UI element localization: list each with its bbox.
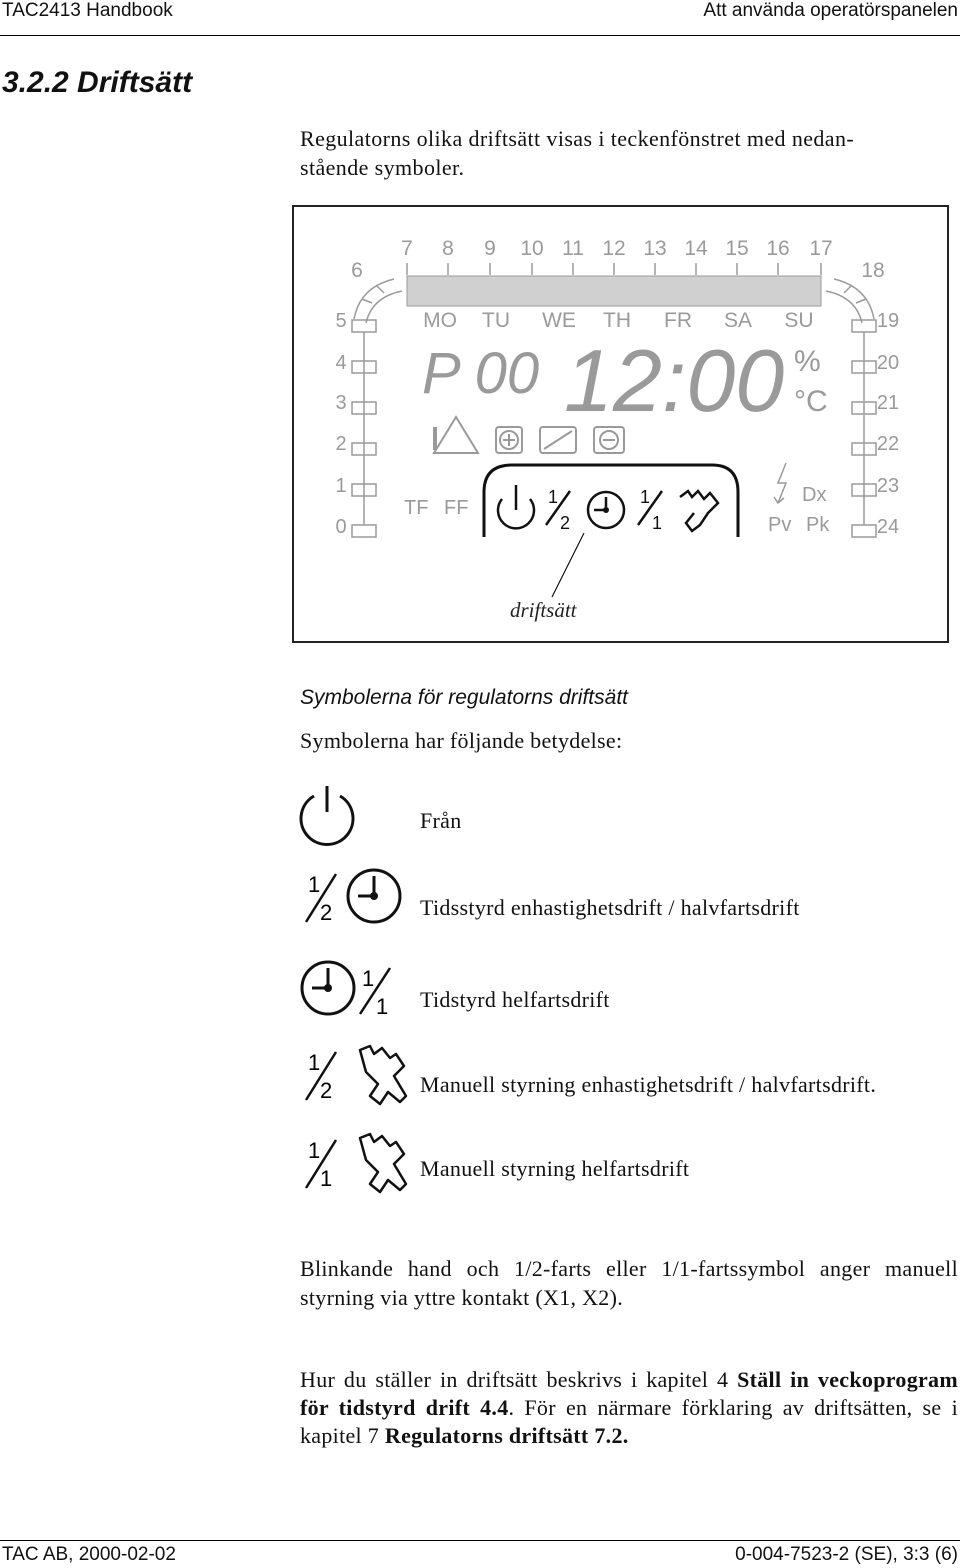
clock-icon xyxy=(302,962,354,1014)
day-label: SA xyxy=(723,309,753,332)
para2-ref-1: Ställ in veckoprogram för tidstyrd drift 4.4 xyxy=(300,1367,958,1420)
time-bar xyxy=(407,276,821,306)
scale-label: 22 xyxy=(876,433,900,455)
full-speed-icon xyxy=(360,966,390,1019)
hour-label: 7 xyxy=(401,237,413,260)
figure-caption: Symbolerna för regulatorns driftsätt xyxy=(300,686,628,709)
clock-time: 12:00 xyxy=(564,331,785,430)
lightning-icon xyxy=(774,463,786,503)
hour-label: 10 xyxy=(520,237,544,260)
header-rule xyxy=(0,35,960,36)
symbol-text: Från xyxy=(420,808,462,833)
svg-text:1: 1 xyxy=(362,966,375,991)
half-den: 2 xyxy=(560,513,571,533)
svg-text:1: 1 xyxy=(320,1166,333,1191)
hand-icon xyxy=(680,491,718,531)
hour-label: 12 xyxy=(602,237,626,260)
clock-icon xyxy=(348,870,400,922)
panel-caption: driftsätt xyxy=(510,598,577,622)
scale-label: 5 xyxy=(335,310,347,332)
symbol-power xyxy=(296,782,416,854)
svg-text:1: 1 xyxy=(308,872,321,897)
half-den: 2 xyxy=(320,900,333,925)
symbol-half-clock xyxy=(296,864,416,936)
para2-text-2: . För en närmare förklaring av driftsätten, se i kapitel 7 xyxy=(300,1395,958,1448)
svg-text:1: 1 xyxy=(376,994,389,1019)
para2-ref-2: Regulatorns driftsätt 7.2. xyxy=(384,1423,629,1448)
hour-label: 8 xyxy=(442,237,454,260)
reference-paragraph xyxy=(300,1366,958,1450)
percent-unit: % xyxy=(794,345,821,378)
scale-label: 20 xyxy=(876,352,900,374)
para2-text-1: Hur du ställer in driftsätt beskrivs i kapitel 4 xyxy=(300,1367,738,1392)
day-label: TU xyxy=(482,309,510,332)
symbol-text: Manuell styrning enhastighetsdrift / halvfartsdrift. xyxy=(420,1072,877,1097)
scale-label: 23 xyxy=(876,475,900,497)
display-panel xyxy=(292,205,949,643)
hour-label: 11 xyxy=(562,237,584,260)
symbol-text: Tidsstyrd enhastighetsdrift / halvfartsdrift xyxy=(420,895,800,920)
celsius-unit: °C xyxy=(794,385,828,418)
hour-label: 9 xyxy=(484,237,496,260)
display-panel-drawing xyxy=(294,207,947,641)
hour-label: 15 xyxy=(725,237,749,260)
scale-label: 21 xyxy=(876,392,900,414)
footer-rule xyxy=(0,1540,960,1541)
section-title: 3.2.2 Driftsätt xyxy=(2,66,193,99)
svg-text:1: 1 xyxy=(308,1138,321,1163)
day-label: MO xyxy=(423,309,457,332)
day-label: WE xyxy=(542,309,576,332)
full-den: 1 xyxy=(652,513,663,533)
blinking-hand-paragraph: Blinkande hand och 1/2-farts eller 1/1-fartssymbol anger manuell styrning via yttre kontakt (X1, X2). xyxy=(300,1256,958,1310)
header-right: Att använda operatörspanelen xyxy=(703,0,958,21)
warning-icon xyxy=(434,417,478,453)
scale-label: 2 xyxy=(335,433,347,455)
power-icon xyxy=(296,782,416,854)
hour-label: 17 xyxy=(809,237,833,260)
program-number: P 00 xyxy=(422,341,540,406)
ff-label: FF xyxy=(444,497,469,519)
full-num: 1 xyxy=(640,487,651,507)
tf-label: TF xyxy=(404,497,429,519)
day-label: SU xyxy=(784,309,814,332)
meaning-intro: Symbolerna har följande betydelse: xyxy=(300,728,623,753)
hand-icon xyxy=(360,1134,406,1192)
header-left: TAC2413 Handbook xyxy=(2,0,173,21)
day-label: FR xyxy=(664,309,692,332)
symbol-full-hand xyxy=(296,1130,416,1202)
symbol-text: Manuell styrning helfartsdrift xyxy=(420,1156,690,1181)
svg-text:1: 1 xyxy=(308,1050,321,1075)
pk-label: Pk xyxy=(806,514,830,536)
footer-right: 0-004-7523-2 (SE), 3:3 (6) xyxy=(735,1544,958,1565)
half-speed-icon xyxy=(306,872,336,925)
hand-icon xyxy=(360,1046,406,1104)
pv-label: Pv xyxy=(768,514,792,536)
symbol-clock-full xyxy=(296,956,416,1028)
hour-label: 6 xyxy=(351,259,363,282)
scale-label: 4 xyxy=(335,352,347,374)
scale-label: 1 xyxy=(335,475,347,497)
scale-label: 0 xyxy=(335,516,347,538)
full-speed-icon xyxy=(306,1138,336,1191)
leader-line xyxy=(552,533,584,597)
hour-label: 16 xyxy=(766,237,790,260)
half-num: 1 xyxy=(548,487,559,507)
symbol-text: Tidstyrd helfartsdrift xyxy=(420,987,610,1012)
footer-left: TAC AB, 2000-02-02 xyxy=(2,1544,176,1565)
hour-label: 14 xyxy=(684,237,708,260)
scale-label: 19 xyxy=(876,310,900,332)
scale-label: 3 xyxy=(335,392,347,414)
day-label: TH xyxy=(603,309,631,332)
half-speed-icon xyxy=(306,1050,336,1103)
hour-label: 13 xyxy=(643,237,667,260)
scale-label: 24 xyxy=(876,516,900,538)
hour-label: 18 xyxy=(861,259,885,282)
intro-paragraph: Regulatorns olika driftsätt visas i teckenfönstret med nedan-stående symboler. xyxy=(300,126,855,180)
symbol-half-hand xyxy=(296,1042,416,1114)
dx-label: Dx xyxy=(802,484,827,506)
svg-text:2: 2 xyxy=(320,1078,333,1103)
